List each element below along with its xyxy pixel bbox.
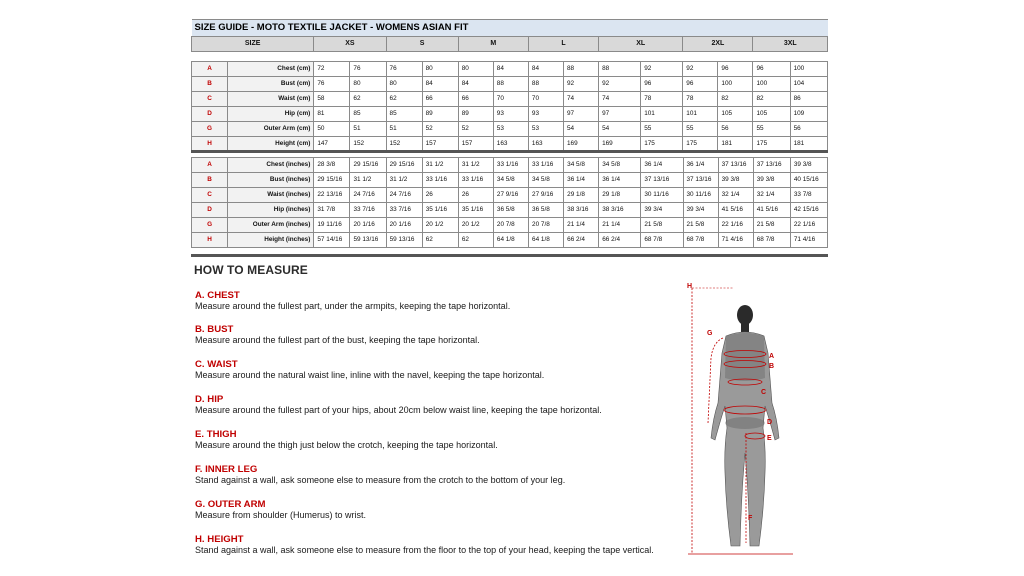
cell-value: 33 1/16 bbox=[458, 173, 493, 188]
cell-value: 89 bbox=[458, 107, 493, 122]
cell-value: 24 7/16 bbox=[386, 188, 422, 203]
size-table-inches bbox=[191, 157, 828, 248]
cell-value: 96 bbox=[753, 62, 790, 77]
row-label: Bust (cm) bbox=[228, 77, 314, 92]
cell-value: 33 7/8 bbox=[790, 188, 827, 203]
cell-value: 70 bbox=[528, 92, 563, 107]
size-header-l: L bbox=[528, 37, 598, 52]
size-header-m: M bbox=[458, 37, 528, 52]
measure-heading: E. THIGH bbox=[195, 429, 237, 440]
cell-value: 42 15/16 bbox=[790, 203, 827, 218]
cell-value: 20 1/16 bbox=[386, 218, 422, 233]
cell-value: 52 bbox=[458, 122, 493, 137]
cell-value: 22 1/16 bbox=[790, 218, 827, 233]
measure-item bbox=[195, 290, 510, 312]
cell-value: 80 bbox=[350, 77, 386, 92]
label-f: F bbox=[748, 515, 753, 522]
cell-value: 31 7/8 bbox=[314, 203, 350, 218]
cell-value: 31 1/2 bbox=[422, 158, 458, 173]
row-label: Bust (inches) bbox=[228, 173, 314, 188]
cell-value: 21 5/8 bbox=[683, 218, 718, 233]
cell-value: 26 bbox=[458, 188, 493, 203]
row-label: Hip (cm) bbox=[228, 107, 314, 122]
measure-heading: D. HIP bbox=[195, 394, 224, 405]
cell-value: 80 bbox=[458, 62, 493, 77]
cell-value: 147 bbox=[314, 137, 350, 152]
label-h: H bbox=[687, 283, 693, 290]
cell-value: 71 4/16 bbox=[790, 233, 827, 248]
row-letter: G bbox=[192, 218, 228, 233]
cell-value: 24 7/16 bbox=[350, 188, 386, 203]
cell-value: 105 bbox=[753, 107, 790, 122]
cell-value: 36 1/4 bbox=[564, 173, 599, 188]
cell-value: 157 bbox=[422, 137, 458, 152]
cell-value: 33 7/16 bbox=[386, 203, 422, 218]
measure-item bbox=[195, 464, 565, 486]
label-g: G bbox=[707, 330, 713, 337]
cell-value: 92 bbox=[683, 62, 718, 77]
cell-value: 78 bbox=[683, 92, 718, 107]
label-b: B bbox=[769, 363, 775, 370]
table-row bbox=[192, 188, 828, 203]
row-letter: H bbox=[192, 137, 228, 152]
cell-value: 37 13/16 bbox=[683, 173, 718, 188]
cell-value: 96 bbox=[641, 77, 683, 92]
cell-value: 50 bbox=[314, 122, 350, 137]
cell-value: 64 1/8 bbox=[529, 233, 564, 248]
cell-value: 101 bbox=[683, 107, 718, 122]
cell-value: 97 bbox=[563, 107, 598, 122]
cell-value: 21 1/4 bbox=[599, 218, 641, 233]
cell-value: 74 bbox=[563, 92, 598, 107]
cell-value: 62 bbox=[350, 92, 386, 107]
cell-value: 93 bbox=[493, 107, 528, 122]
row-label: Chest (inches) bbox=[228, 158, 314, 173]
cell-value: 22 1/16 bbox=[718, 218, 753, 233]
cell-value: 36 5/8 bbox=[529, 203, 564, 218]
cell-value: 33 1/16 bbox=[422, 173, 458, 188]
cell-value: 29 1/8 bbox=[599, 188, 641, 203]
cell-value: 55 bbox=[683, 122, 718, 137]
measure-heading: B. BUST bbox=[195, 324, 234, 335]
cell-value: 93 bbox=[528, 107, 563, 122]
cell-value: 62 bbox=[386, 92, 422, 107]
cell-value: 27 9/16 bbox=[529, 188, 564, 203]
cell-value: 36 1/4 bbox=[599, 173, 641, 188]
cell-value: 175 bbox=[753, 137, 790, 152]
cell-value: 163 bbox=[493, 137, 528, 152]
measure-item bbox=[195, 499, 366, 521]
table-row bbox=[192, 122, 828, 137]
row-label: Outer Arm (cm) bbox=[228, 122, 314, 137]
cell-value: 36 1/4 bbox=[683, 158, 718, 173]
cell-value: 36 5/8 bbox=[493, 203, 528, 218]
cell-value: 31 1/2 bbox=[458, 158, 493, 173]
table-row bbox=[192, 92, 828, 107]
table-row bbox=[192, 218, 828, 233]
label-d: D bbox=[767, 419, 773, 426]
cell-value: 175 bbox=[641, 137, 683, 152]
cell-value: 56 bbox=[718, 122, 753, 137]
measure-description: Stand against a wall, ask someone else to measure from the crotch to the bottom of your leg. bbox=[195, 475, 566, 485]
cell-value: 39 3/8 bbox=[753, 173, 790, 188]
cell-value: 62 bbox=[422, 233, 458, 248]
cell-value: 32 1/4 bbox=[753, 188, 790, 203]
cell-value: 41 5/16 bbox=[718, 203, 753, 218]
cell-value: 181 bbox=[718, 137, 753, 152]
measure-description: Measure around the natural waist line, inline with the navel, keeping the tape horizontal. bbox=[195, 370, 545, 380]
cell-value: 39 3/8 bbox=[790, 158, 827, 173]
cell-value: 29 1/8 bbox=[564, 188, 599, 203]
cell-value: 55 bbox=[641, 122, 683, 137]
cell-value: 85 bbox=[386, 107, 422, 122]
cell-value: 28 3/8 bbox=[314, 158, 350, 173]
cell-value: 181 bbox=[790, 137, 827, 152]
cell-value: 58 bbox=[314, 92, 350, 107]
row-label: Height (cm) bbox=[228, 137, 314, 152]
cell-value: 35 1/16 bbox=[458, 203, 493, 218]
row-letter: C bbox=[192, 188, 228, 203]
cell-value: 53 bbox=[493, 122, 528, 137]
row-letter: B bbox=[192, 77, 228, 92]
cell-value: 39 3/4 bbox=[683, 203, 718, 218]
row-label: Chest (cm) bbox=[228, 62, 314, 77]
cell-value: 152 bbox=[350, 137, 386, 152]
measure-heading: C. WAIST bbox=[195, 359, 238, 370]
cell-value: 52 bbox=[422, 122, 458, 137]
label-e: E bbox=[767, 435, 772, 442]
cell-value: 76 bbox=[386, 62, 422, 77]
how-to-measure-title: HOW TO MEASURE bbox=[194, 263, 308, 277]
cell-value: 88 bbox=[493, 77, 528, 92]
cell-value: 96 bbox=[683, 77, 718, 92]
cell-value: 109 bbox=[790, 107, 827, 122]
cell-value: 105 bbox=[718, 107, 753, 122]
cell-value: 84 bbox=[422, 77, 458, 92]
cell-value: 104 bbox=[790, 77, 827, 92]
cell-value: 169 bbox=[599, 137, 641, 152]
table-row bbox=[192, 107, 828, 122]
cell-value: 72 bbox=[314, 62, 350, 77]
table-row bbox=[192, 77, 828, 92]
measure-heading: H. HEIGHT bbox=[195, 534, 244, 545]
row-label: Height (inches) bbox=[228, 233, 314, 248]
cell-value: 92 bbox=[599, 77, 641, 92]
cell-value: 34 5/8 bbox=[493, 173, 528, 188]
measure-description: Stand against a wall, ask someone else to measure from the floor to the top of your head, keeping the tape vertical. bbox=[195, 545, 654, 555]
cell-value: 20 1/2 bbox=[458, 218, 493, 233]
cell-value: 54 bbox=[599, 122, 641, 137]
cell-value: 84 bbox=[528, 62, 563, 77]
cell-value: 30 11/16 bbox=[641, 188, 683, 203]
cell-value: 97 bbox=[599, 107, 641, 122]
cell-value: 74 bbox=[599, 92, 641, 107]
cell-value: 64 1/8 bbox=[493, 233, 528, 248]
cell-value: 101 bbox=[641, 107, 683, 122]
measure-item bbox=[195, 429, 498, 451]
row-letter: C bbox=[192, 92, 228, 107]
cell-value: 82 bbox=[718, 92, 753, 107]
cell-value: 22 13/16 bbox=[314, 188, 350, 203]
table-row bbox=[192, 173, 828, 188]
size-header-label: SIZE bbox=[192, 37, 314, 52]
cell-value: 29 15/16 bbox=[386, 158, 422, 173]
cell-value: 92 bbox=[641, 62, 683, 77]
table-row bbox=[192, 233, 828, 248]
size-table-cm bbox=[191, 19, 828, 152]
cell-value: 36 1/4 bbox=[641, 158, 683, 173]
cell-value: 51 bbox=[350, 122, 386, 137]
cell-value: 86 bbox=[790, 92, 827, 107]
cell-value: 157 bbox=[458, 137, 493, 152]
cell-value: 20 7/8 bbox=[529, 218, 564, 233]
measure-description: Measure around the fullest part of the bust, keeping the tape horizontal. bbox=[195, 335, 480, 345]
cell-value: 33 7/16 bbox=[350, 203, 386, 218]
cell-value: 40 15/16 bbox=[790, 173, 827, 188]
cell-value: 66 2/4 bbox=[564, 233, 599, 248]
size-header-row bbox=[192, 37, 828, 52]
cell-value: 19 11/16 bbox=[314, 218, 350, 233]
cell-value: 100 bbox=[790, 62, 827, 77]
measure-description: Measure around the fullest part of your hips, about 20cm below waist line, keeping the tape horizontal. bbox=[195, 405, 602, 415]
measure-heading: G. OUTER ARM bbox=[195, 499, 266, 510]
cell-value: 37 13/16 bbox=[718, 158, 753, 173]
measure-item bbox=[195, 534, 654, 556]
size-header-2xl: 2XL bbox=[683, 37, 753, 52]
table-title: SIZE GUIDE - MOTO TEXTILE JACKET - WOMENS ASIAN FIT bbox=[192, 20, 828, 37]
table-title-row bbox=[192, 20, 828, 37]
cell-value: 37 13/16 bbox=[753, 158, 790, 173]
measure-description: Measure around the thigh just below the crotch, keeping the tape horizontal. bbox=[195, 440, 498, 450]
cell-value: 66 bbox=[458, 92, 493, 107]
row-letter: B bbox=[192, 173, 228, 188]
row-label: Waist (inches) bbox=[228, 188, 314, 203]
cell-value: 100 bbox=[718, 77, 753, 92]
row-letter: D bbox=[192, 203, 228, 218]
cell-value: 27 9/16 bbox=[493, 188, 528, 203]
cell-value: 55 bbox=[753, 122, 790, 137]
cell-value: 84 bbox=[493, 62, 528, 77]
measure-item bbox=[195, 324, 480, 346]
table-row bbox=[192, 62, 828, 77]
row-label: Hip (inches) bbox=[228, 203, 314, 218]
cell-value: 20 1/16 bbox=[350, 218, 386, 233]
cell-value: 34 5/8 bbox=[529, 173, 564, 188]
row-label: Outer Arm (inches) bbox=[228, 218, 314, 233]
cell-value: 88 bbox=[528, 77, 563, 92]
cell-value: 68 7/8 bbox=[753, 233, 790, 248]
spacer-row bbox=[192, 52, 828, 62]
cell-value: 29 15/16 bbox=[350, 158, 386, 173]
cell-value: 66 2/4 bbox=[599, 233, 641, 248]
table-bottom-rule bbox=[191, 254, 828, 257]
measure-heading: F. INNER LEG bbox=[195, 464, 258, 475]
label-c: C bbox=[761, 389, 767, 396]
cell-value: 96 bbox=[718, 62, 753, 77]
cell-value: 37 13/16 bbox=[641, 173, 683, 188]
cell-value: 80 bbox=[386, 77, 422, 92]
cell-value: 76 bbox=[350, 62, 386, 77]
body-measurement-figure bbox=[683, 278, 798, 558]
row-letter: G bbox=[192, 122, 228, 137]
cell-value: 70 bbox=[493, 92, 528, 107]
measure-item bbox=[195, 359, 544, 381]
cell-value: 68 7/8 bbox=[683, 233, 718, 248]
cell-value: 169 bbox=[563, 137, 598, 152]
cell-value: 80 bbox=[422, 62, 458, 77]
cell-value: 100 bbox=[753, 77, 790, 92]
cell-value: 76 bbox=[314, 77, 350, 92]
cell-value: 66 bbox=[422, 92, 458, 107]
measure-description: Measure around the fullest part, under the armpits, keeping the tape horizontal. bbox=[195, 301, 511, 311]
cell-value: 34 5/8 bbox=[564, 158, 599, 173]
cell-value: 30 11/16 bbox=[683, 188, 718, 203]
row-letter: A bbox=[192, 158, 228, 173]
cell-value: 59 13/16 bbox=[386, 233, 422, 248]
cell-value: 57 14/16 bbox=[314, 233, 350, 248]
cell-value: 39 3/4 bbox=[641, 203, 683, 218]
size-header-xl: XL bbox=[599, 37, 683, 52]
cell-value: 68 7/8 bbox=[641, 233, 683, 248]
cell-value: 53 bbox=[528, 122, 563, 137]
cell-value: 163 bbox=[528, 137, 563, 152]
cell-value: 41 5/16 bbox=[753, 203, 790, 218]
cell-value: 29 15/16 bbox=[314, 173, 350, 188]
cell-value: 88 bbox=[599, 62, 641, 77]
cell-value: 39 3/8 bbox=[718, 173, 753, 188]
cell-value: 78 bbox=[641, 92, 683, 107]
row-letter: A bbox=[192, 62, 228, 77]
label-a: A bbox=[769, 353, 775, 360]
cell-value: 31 1/2 bbox=[386, 173, 422, 188]
cell-value: 33 1/16 bbox=[493, 158, 528, 173]
cell-value: 20 7/8 bbox=[493, 218, 528, 233]
cell-value: 33 1/16 bbox=[529, 158, 564, 173]
cell-value: 89 bbox=[422, 107, 458, 122]
table-divider bbox=[191, 150, 828, 153]
cell-value: 82 bbox=[753, 92, 790, 107]
cell-value: 51 bbox=[386, 122, 422, 137]
cell-value: 59 13/16 bbox=[350, 233, 386, 248]
cell-value: 92 bbox=[563, 77, 598, 92]
cell-value: 85 bbox=[350, 107, 386, 122]
measure-heading: A. CHEST bbox=[195, 290, 240, 301]
cell-value: 81 bbox=[314, 107, 350, 122]
size-header-s: S bbox=[386, 37, 458, 52]
cell-value: 175 bbox=[683, 137, 718, 152]
cell-value: 152 bbox=[386, 137, 422, 152]
cell-value: 62 bbox=[458, 233, 493, 248]
cell-value: 34 5/8 bbox=[599, 158, 641, 173]
cell-value: 38 3/16 bbox=[564, 203, 599, 218]
cell-value: 32 1/4 bbox=[718, 188, 753, 203]
measure-description: Measure from shoulder (Humerus) to wrist. bbox=[195, 510, 367, 520]
cell-value: 31 1/2 bbox=[350, 173, 386, 188]
cell-value: 71 4/16 bbox=[718, 233, 753, 248]
row-letter: H bbox=[192, 233, 228, 248]
cell-value: 88 bbox=[563, 62, 598, 77]
cell-value: 38 3/16 bbox=[599, 203, 641, 218]
cell-value: 54 bbox=[563, 122, 598, 137]
table-row bbox=[192, 158, 828, 173]
row-label: Waist (cm) bbox=[228, 92, 314, 107]
cell-value: 21 1/4 bbox=[564, 218, 599, 233]
cell-value: 26 bbox=[422, 188, 458, 203]
cell-value: 20 1/2 bbox=[422, 218, 458, 233]
size-header-3xl: 3XL bbox=[753, 37, 828, 52]
measure-item bbox=[195, 394, 602, 416]
cell-value: 84 bbox=[458, 77, 493, 92]
row-letter: D bbox=[192, 107, 228, 122]
table-row bbox=[192, 203, 828, 218]
cell-value: 21 5/8 bbox=[753, 218, 790, 233]
size-header-xs: XS bbox=[314, 37, 386, 52]
cell-value: 21 5/8 bbox=[641, 218, 683, 233]
cell-value: 35 1/16 bbox=[422, 203, 458, 218]
cell-value: 56 bbox=[790, 122, 827, 137]
